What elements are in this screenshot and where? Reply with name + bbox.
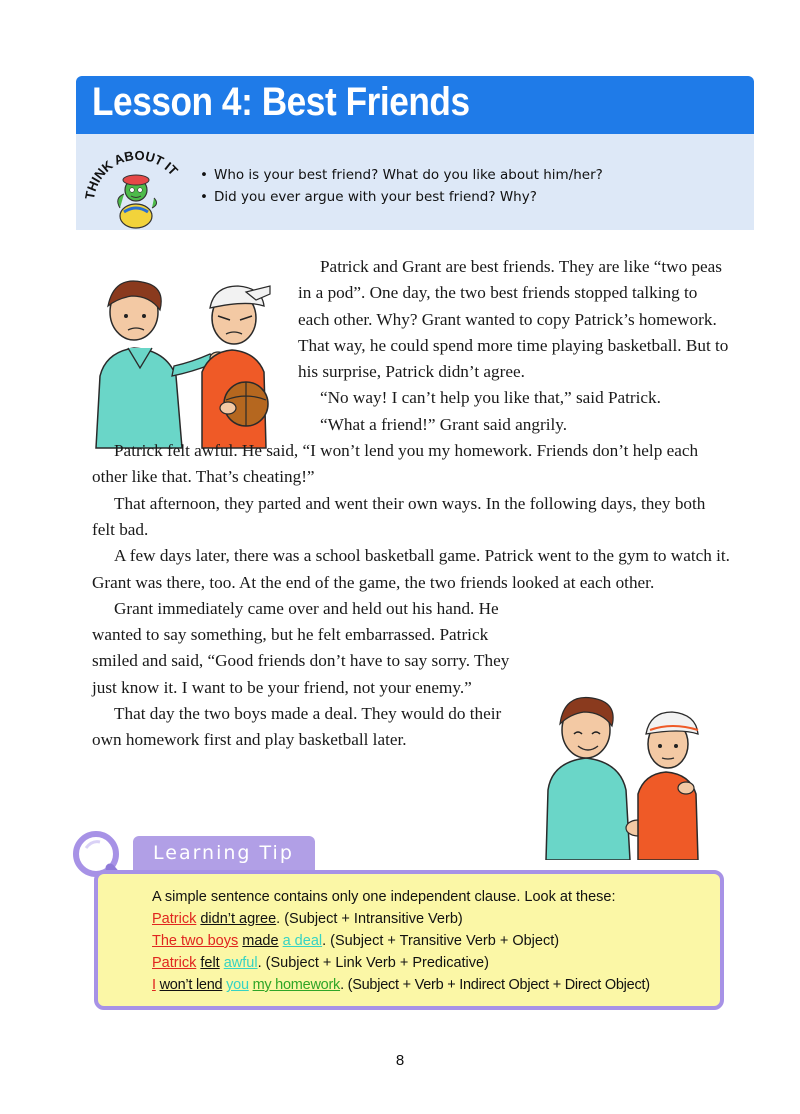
tip-explanation: . (Subject + Transitive Verb + Object) (322, 933, 560, 949)
tip-subject: I (152, 977, 156, 993)
tip-predicative: awful (223, 955, 258, 971)
tip-intro: A simple sentence contains only one independent clause. Look at these: (152, 889, 616, 905)
tip-subject: Patrick (152, 955, 197, 971)
lesson-header (76, 76, 754, 134)
think-about-it-badge (80, 138, 190, 230)
tip-explanation: . (Subject + Link Verb + Predicative) (257, 955, 489, 971)
tip-verb: didn’t agree (200, 911, 277, 927)
tip-subject: The two boys (152, 933, 239, 949)
tip-object: a deal (282, 933, 323, 949)
tip-explanation: . (Subject + Intransitive Verb) (276, 911, 463, 927)
think-badge-text: THINK ABOUT IT (82, 147, 181, 201)
think-question: • Did you ever argue with your best friend? Why? (200, 186, 603, 208)
think-about-it-box (76, 134, 754, 230)
tip-example (152, 974, 650, 996)
lesson-title: Lesson 4: Best Friends (92, 80, 470, 124)
think-question: • Who is your best friend? What do you like about him/her? (200, 164, 603, 186)
story-paragraph: “What a friend!” Grant said angrily. (320, 414, 568, 434)
turtle-mascot-icon (118, 175, 157, 228)
boys-friends-illustration (540, 690, 710, 860)
tip-verb: won’t lend (159, 977, 223, 993)
learning-tip-box (94, 870, 724, 1010)
story-paragraph: Patrick and Grant are best friends. They are like “two peas in a pod”. One day, the two best friends stopped talking to each other. Why? Grant wanted to copy Patrick’s homework. That way, he could spend more time playing basketball. But to his surprise, Patrick didn’t agree. (298, 257, 729, 382)
tip-subject: Patrick (152, 911, 197, 927)
learning-tip-label: Learning Tip (153, 842, 294, 864)
tip-example (152, 952, 650, 974)
story-paragraph: That afternoon, they parted and went their own ways. In the following days, they both felt bad. (92, 493, 706, 539)
story-paragraph: Patrick felt awful. He said, “I won’t lend you my homework. Friends don’t help each other like that. That’s cheating!” (92, 441, 699, 487)
page-number: 8 (395, 1052, 405, 1069)
story-paragraph: A few days later, there was a school basketball game. Patrick went to the gym to watch it. Grant was there, too. At the end of the game, the two friends looked at each other. (92, 546, 730, 592)
think-question-list (200, 164, 603, 208)
tip-verb: felt (200, 955, 220, 971)
learning-tip-tab (133, 836, 315, 872)
story-paragraph: “No way! I can’t help you like that,” said Patrick. (320, 388, 661, 408)
tip-indirect-object: you (226, 977, 249, 993)
tip-example (152, 908, 650, 930)
tip-example (152, 930, 650, 952)
story-wrap-top (92, 254, 732, 438)
tip-verb: made (242, 933, 279, 949)
story-paragraph: That day the two boys made a deal. They would do their own homework first and play basketball later. (92, 704, 502, 750)
learning-tip-content (152, 886, 650, 996)
tip-direct-object: my homework (252, 977, 341, 993)
story-paragraph: Grant immediately came over and held out his hand. He wanted to say something, but he felt embarrassed. Patrick smiled and said, “Good friends don’t have to say sorry. They just know it. I want to be your friend, not your enemy.” (92, 598, 510, 697)
tip-explanation: . (Subject + Verb + Indirect Object + Direct Object) (340, 977, 650, 993)
